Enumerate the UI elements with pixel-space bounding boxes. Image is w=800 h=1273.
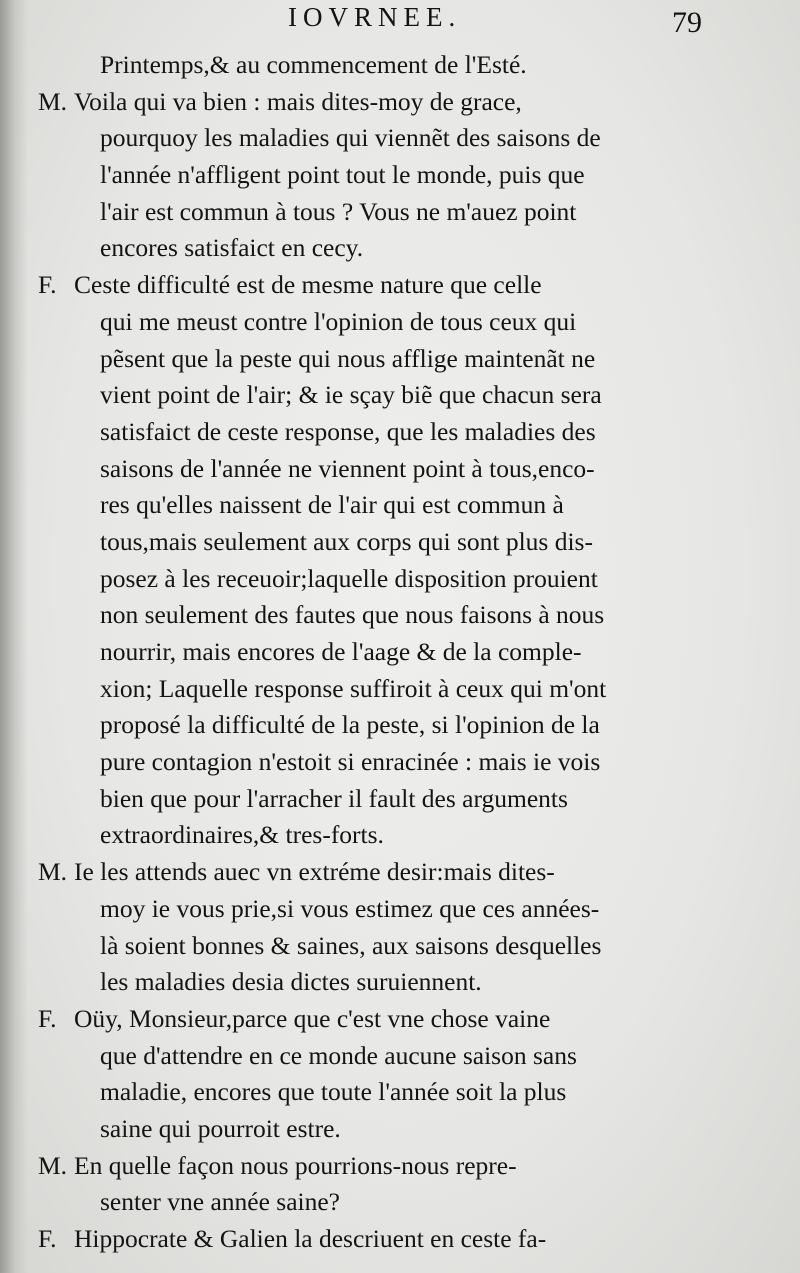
line-text: En quelle façon nous pourrions-nous repre-	[74, 1150, 517, 1180]
text-line	[38, 1074, 738, 1111]
line-text: Oüy, Monsieur,parce que c'est vne chose vaine	[74, 1003, 551, 1033]
text-line	[38, 1148, 738, 1185]
line-text: les maladies desia dictes suruiennent.	[100, 967, 482, 997]
line-text: Printemps,& au commencement de l'Esté.	[100, 50, 527, 79]
line-text: l'année n'affligent point tout le monde, puis que	[100, 160, 585, 190]
text-line	[38, 1221, 738, 1258]
line-text: pourquoy les maladies qui viennẽt des saisons de	[100, 123, 601, 153]
body-text	[38, 47, 738, 1258]
running-title: IOVRNEE.	[288, 2, 462, 32]
text-line	[38, 1111, 738, 1148]
text-line	[38, 707, 738, 744]
text-line	[38, 304, 738, 341]
text-line	[38, 561, 738, 598]
speaker-marker: F.	[38, 1224, 57, 1253]
line-text: tous,mais seulement aux corps qui sont plus dis-	[100, 526, 593, 556]
text-line	[38, 781, 738, 818]
text-line	[38, 891, 738, 928]
text-line	[38, 634, 738, 671]
text-line	[38, 1184, 738, 1221]
text-line	[38, 671, 738, 708]
text-line	[38, 854, 738, 891]
gutter-shadow	[0, 0, 28, 1273]
text-line	[38, 524, 738, 561]
line-text: maladie, encores que toute l'année soit la plus	[100, 1077, 567, 1107]
speaker-marker: F.	[38, 270, 57, 300]
speaker-marker: M.	[38, 86, 68, 116]
line-text: Voila qui va bien : mais dites-moy de grace,	[74, 86, 522, 116]
line-text: qui me meust contre l'opinion de tous ceux qui	[100, 306, 577, 336]
line-text: vient point de l'air; & ie sçay biẽ que chacun sera	[100, 380, 602, 410]
text-line	[38, 194, 738, 231]
text-line	[38, 928, 738, 965]
line-text: extraordinaires,& tres-forts.	[100, 820, 384, 850]
text-line	[38, 817, 738, 854]
speaker-marker: M.	[38, 857, 68, 887]
line-text: encores satisfaict en cecy.	[100, 233, 364, 263]
line-text: saine qui pourroit estre.	[100, 1113, 341, 1143]
text-line	[38, 267, 738, 304]
line-text: satisfaict de ceste response, que les maladies des	[100, 416, 596, 446]
line-text: Hippocrate & Galien la descriuent en ceste fa-	[74, 1224, 547, 1253]
line-text: posez à les receuoir;laquelle disposition prouient	[100, 563, 598, 593]
text-line	[38, 377, 738, 414]
text-line	[38, 157, 738, 194]
line-text: non seulement des fautes que nous faisons à nous	[100, 600, 605, 630]
speaker-marker: M.	[38, 1150, 68, 1180]
line-text: pẽsent que la peste qui nous afflige maintenãt ne	[100, 343, 596, 373]
line-text: Ie les attends auec vn extréme desir:mais dites-	[74, 857, 555, 887]
line-text: res qu'elles naissent de l'air qui est commun à	[100, 490, 564, 520]
text-line	[38, 964, 738, 1001]
text-line	[38, 84, 738, 121]
text-line	[38, 47, 738, 84]
line-text: bien que pour l'arracher il fault des arguments	[100, 783, 568, 813]
text-line	[38, 120, 738, 157]
text-line	[38, 1038, 738, 1075]
line-text: l'air est commun à tous ? Vous ne m'auez point	[100, 196, 577, 226]
text-line	[38, 414, 738, 451]
line-text: que d'attendre en ce monde aucune saison sans	[100, 1040, 577, 1070]
text-line	[38, 487, 738, 524]
text-line	[38, 597, 738, 634]
line-text: proposé la difficulté de la peste, si l'opinion de la	[100, 710, 600, 740]
line-text: pure contagion n'estoit si enracinée : mais ie vois	[100, 747, 601, 777]
line-text: nourrir, mais encores de l'aage & de la comple-	[100, 637, 582, 666]
text-line	[38, 451, 738, 488]
line-text: senter vne année saine?	[100, 1187, 340, 1217]
line-text: Ceste difficulté est de mesme nature que celle	[74, 270, 542, 300]
line-text: moy ie vous prie,si vous estimez que ces années-	[100, 893, 600, 923]
text-line	[38, 230, 738, 267]
text-line	[38, 744, 738, 781]
page-header	[0, 2, 800, 42]
page-number: 79	[672, 6, 702, 39]
line-text: xion; Laquelle response suffiroit à ceux qui m'ont	[100, 673, 607, 703]
speaker-marker: F.	[38, 1003, 57, 1033]
text-line	[38, 341, 738, 378]
text-line	[38, 1001, 738, 1038]
line-text: là soient bonnes & saines, aux saisons desquelles	[100, 930, 602, 960]
line-text: saisons de l'année ne viennent point à tous,enco-	[100, 453, 595, 483]
